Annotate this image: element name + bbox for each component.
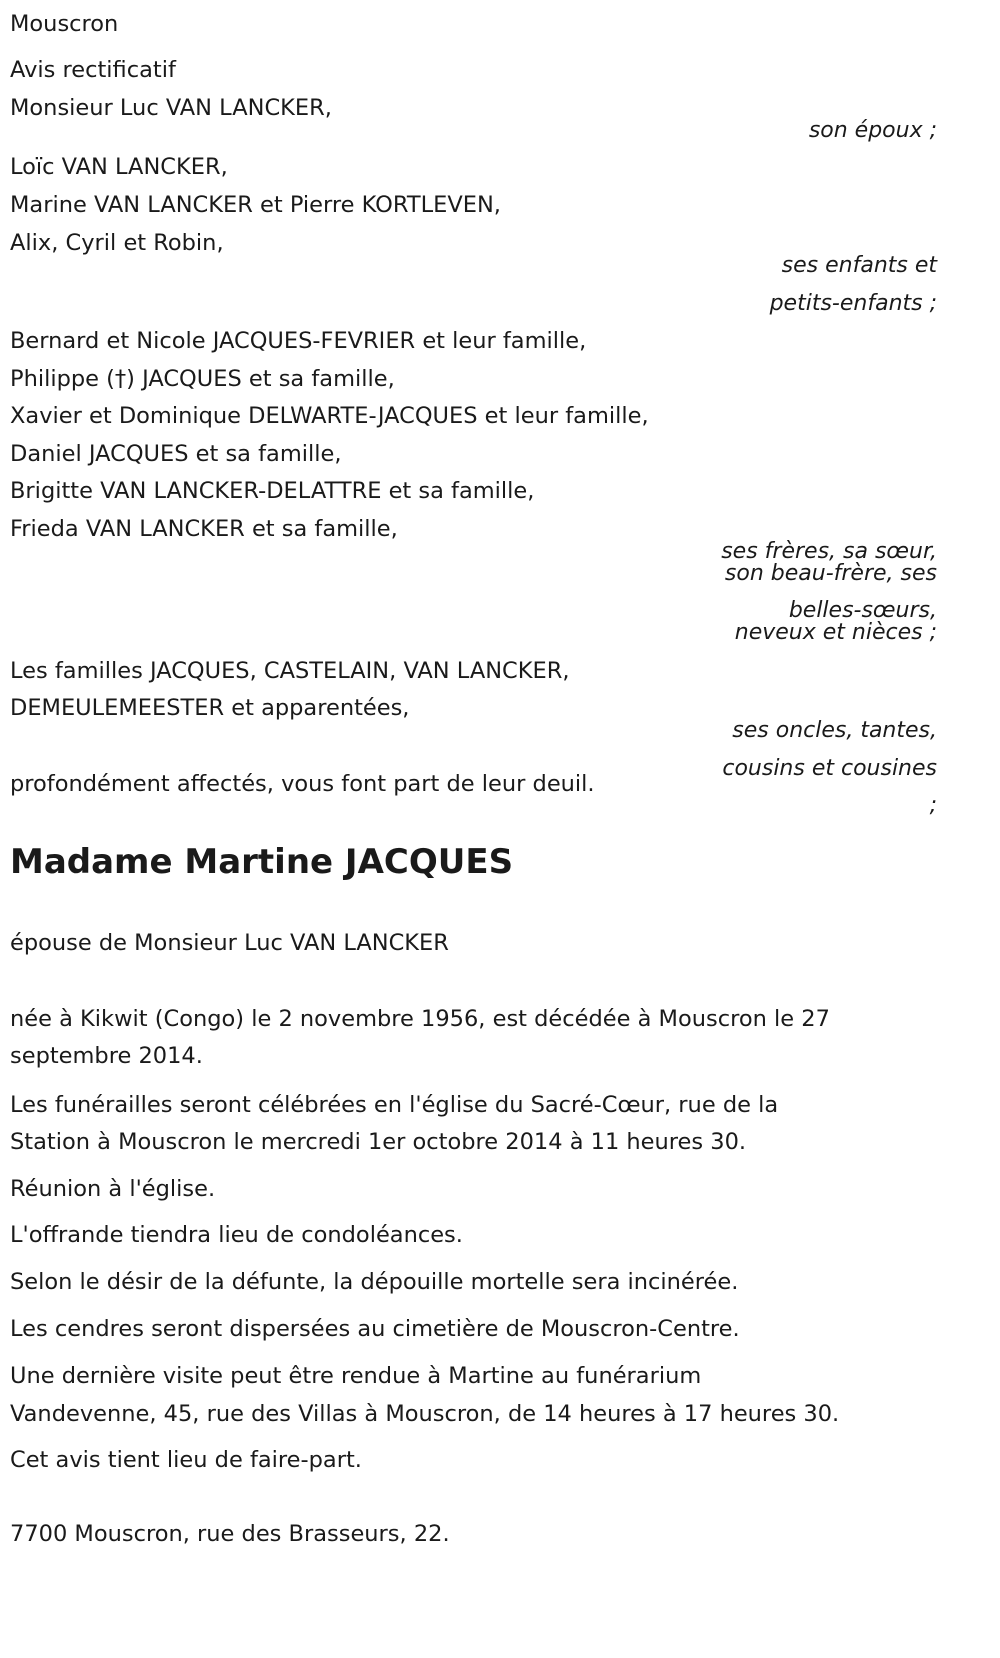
- body-line: Selon le désir de la défunte, la dépouille mortelle sera incinérée.: [10, 1269, 739, 1295]
- relatives-line: DEMEULEMEESTER et apparentées,: [10, 695, 410, 721]
- child-line: Loïc VAN LANCKER,: [10, 154, 228, 180]
- deceased-name: Madame Martine JACQUES: [10, 842, 514, 882]
- children-role: petits-enfants ;: [769, 291, 937, 316]
- body-line: née à Kikwit (Congo) le 2 novembre 1956, est décédée à Mouscron le 27: [10, 1006, 830, 1032]
- relatives-line: Les familles JACQUES, CASTELAIN, VAN LANCKER,: [10, 658, 570, 684]
- siblings-role: ses frères, sa sœur,: [721, 539, 937, 564]
- relatives-role: cousins et cousines: [722, 756, 937, 781]
- address: 7700 Mouscron, rue des Brasseurs, 22.: [10, 1521, 450, 1547]
- child-line: Marine VAN LANCKER et Pierre KORTLEVEN,: [10, 192, 501, 218]
- sibling-line: Daniel JACQUES et sa famille,: [10, 441, 342, 467]
- relatives-role: ses oncles, tantes,: [732, 718, 937, 743]
- sibling-line: Bernard et Nicole JACQUES-FEVRIER et leur famille,: [10, 328, 587, 354]
- body-line: Vandevenne, 45, rue des Villas à Mouscron, de 14 heures à 17 heures 30.: [10, 1401, 840, 1427]
- body-line: septembre 2014.: [10, 1043, 203, 1069]
- closing-line: profondément affectés, vous font part de leur deuil.: [10, 771, 595, 797]
- body-line: Les funérailles seront célébrées en l'église du Sacré-Cœur, rue de la: [10, 1092, 779, 1118]
- child-line: Alix, Cyril et Robin,: [10, 230, 224, 256]
- body-line: Réunion à l'église.: [10, 1176, 216, 1202]
- notice-type: Avis rectificatif: [10, 57, 176, 83]
- spouse: Monsieur Luc VAN LANCKER,: [10, 95, 332, 121]
- siblings-role: belles-sœurs,: [788, 598, 937, 623]
- sibling-line: Philippe (†) JACQUES et sa famille,: [10, 366, 395, 392]
- sibling-line: Xavier et Dominique DELWARTE-JACQUES et leur famille,: [10, 403, 649, 429]
- spouse-of: épouse de Monsieur Luc VAN LANCKER: [10, 930, 449, 956]
- body-line: Une dernière visite peut être rendue à Martine au funérarium: [10, 1363, 702, 1389]
- body-line: Station à Mouscron le mercredi 1er octobre 2014 à 11 heures 30.: [10, 1129, 747, 1155]
- siblings-role: son beau-frère, ses: [724, 561, 937, 586]
- children-role: ses enfants et: [781, 253, 937, 278]
- body-line: L'offrande tiendra lieu de condoléances.: [10, 1222, 463, 1248]
- sibling-line: Brigitte VAN LANCKER-DELATTRE et sa famille,: [10, 478, 535, 504]
- city: Mouscron: [10, 11, 119, 37]
- body-line: Cet avis tient lieu de faire-part.: [10, 1447, 362, 1473]
- body-line: Les cendres seront dispersées au cimetière de Mouscron-Centre.: [10, 1316, 740, 1342]
- siblings-role: neveux et nièces ;: [734, 620, 937, 645]
- spouse-role: son époux ;: [808, 118, 937, 143]
- sibling-line: Frieda VAN LANCKER et sa famille,: [10, 516, 398, 542]
- relatives-role: ;: [929, 793, 937, 818]
